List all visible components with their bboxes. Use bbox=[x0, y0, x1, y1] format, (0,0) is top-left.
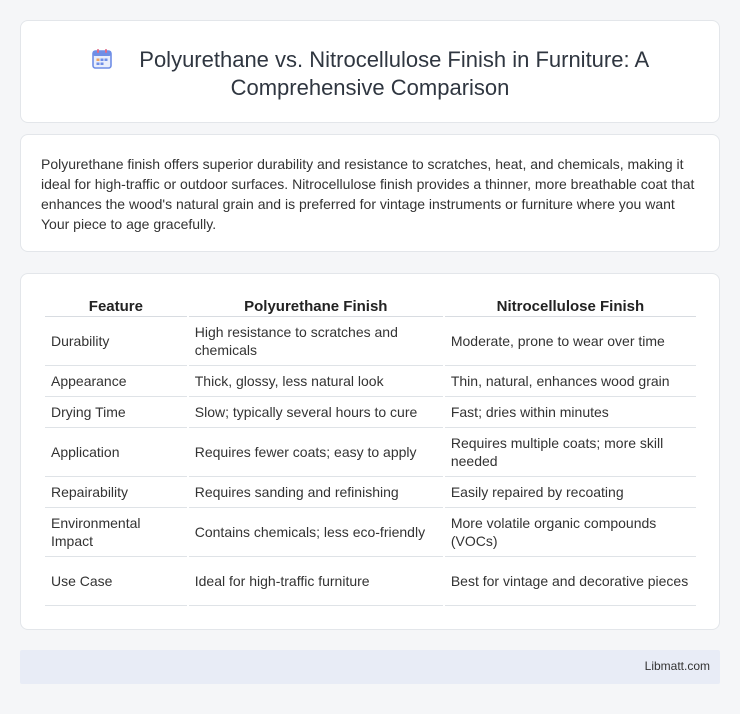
header-polyurethane: Polyurethane Finish bbox=[189, 296, 443, 317]
table-cell-nitrocellulose: Moderate, prone to wear over time bbox=[445, 317, 696, 366]
table-cell-feature: Repairability bbox=[45, 477, 187, 508]
table-cell-feature: Application bbox=[45, 428, 187, 477]
comparison-card bbox=[20, 273, 720, 630]
table-row bbox=[45, 428, 696, 477]
table-cell-polyurethane: Contains chemicals; less eco-friendly bbox=[189, 508, 443, 557]
table-row bbox=[45, 508, 696, 557]
table-cell-nitrocellulose: Easily repaired by recoating bbox=[445, 477, 696, 508]
table-cell-feature: Appearance bbox=[45, 366, 187, 397]
title-wrap bbox=[21, 46, 719, 102]
table-cell-feature: Durability bbox=[45, 317, 187, 366]
table-cell-feature: Use Case bbox=[45, 557, 187, 606]
footer-bar bbox=[20, 650, 720, 684]
table-cell-nitrocellulose: Thin, natural, enhances wood grain bbox=[445, 366, 696, 397]
table-cell-polyurethane: High resistance to scratches and chemicals bbox=[189, 317, 443, 366]
table-cell-polyurethane: Thick, glossy, less natural look bbox=[189, 366, 443, 397]
table-cell-nitrocellulose: More volatile organic compounds (VOCs) bbox=[445, 508, 696, 557]
footer-brand: Libmatt.com bbox=[644, 659, 710, 673]
table-cell-feature: Environmental Impact bbox=[45, 508, 187, 557]
table-row bbox=[45, 397, 696, 428]
table-header-row bbox=[45, 296, 696, 317]
header-nitrocellulose: Nitrocellulose Finish bbox=[445, 296, 696, 317]
table-cell-polyurethane: Slow; typically several hours to cure bbox=[189, 397, 443, 428]
table-row bbox=[45, 557, 696, 606]
header-feature: Feature bbox=[45, 296, 187, 317]
table-row bbox=[45, 317, 696, 366]
table-cell-polyurethane: Ideal for high-traffic furniture bbox=[189, 557, 443, 606]
table-cell-feature: Drying Time bbox=[45, 397, 187, 428]
calendar-icon bbox=[91, 48, 113, 70]
table-cell-nitrocellulose: Fast; dries within minutes bbox=[445, 397, 696, 428]
page-title: Polyurethane vs. Nitrocellulose Finish in Furniture: A Comprehensive Comparison bbox=[139, 47, 650, 100]
table-cell-polyurethane: Requires fewer coats; easy to apply bbox=[189, 428, 443, 477]
title-card bbox=[20, 20, 720, 123]
table-row bbox=[45, 477, 696, 508]
summary-card bbox=[20, 134, 720, 252]
comparison-table bbox=[43, 296, 698, 606]
table-cell-nitrocellulose: Best for vintage and decorative pieces bbox=[445, 557, 696, 606]
summary-paragraph: Polyurethane finish offers superior durability and resistance to scratches, heat, and chemicals, making it ideal for high-traffic or outdoor surfaces. Nitrocellulose finish provides a thinner, more breathable coat that enhances the wood's natural grain and is preferred for vintage instruments or furniture where you want Your piece to age gracefully. bbox=[41, 156, 695, 232]
table-row bbox=[45, 366, 696, 397]
table-cell-nitrocellulose: Requires multiple coats; more skill needed bbox=[445, 428, 696, 477]
table-cell-polyurethane: Requires sanding and refinishing bbox=[189, 477, 443, 508]
